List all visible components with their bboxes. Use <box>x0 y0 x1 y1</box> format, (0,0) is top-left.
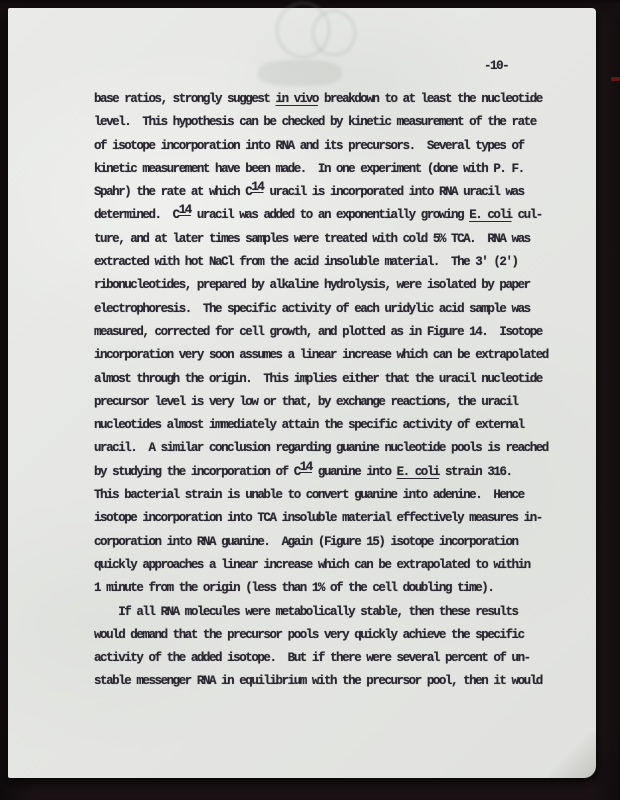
text-segment: by studying the incorporation of C <box>94 464 300 479</box>
text-line <box>94 391 548 414</box>
document-page <box>8 8 596 778</box>
text-segment: If all RNA molecules were metabolically stable, then these results <box>94 604 518 619</box>
underlined-phrase: in vivo <box>275 92 318 106</box>
text-segment: uracil is incorporated into RNA uracil was <box>263 185 524 200</box>
text-line <box>94 531 548 554</box>
text-segment: This bacterial strain is unable to convert guanine into adenine. Hence <box>94 488 524 503</box>
text-line <box>94 601 548 624</box>
underlined-phrase: E. coli <box>469 208 512 223</box>
text-segment: breakdown to at least the nucleotide <box>317 92 542 106</box>
superscript-isotope: 14 <box>299 459 312 474</box>
text-segment: ture, and at later times samples were treated with cold 5% TCA. RNA was <box>94 231 530 246</box>
text-segment: would demand that the precursor pools very quickly achieve the specific <box>94 627 524 642</box>
text-line <box>94 321 548 344</box>
text-segment: base ratios, strongly suggest <box>94 92 276 106</box>
text-line <box>94 158 548 181</box>
text-segment: electrophoresis. The specific activity of each uridylic acid sample was <box>94 301 530 316</box>
text-segment: Spahr) the rate at which C <box>94 185 252 200</box>
text-line <box>94 624 548 647</box>
text-segment: determined. C <box>94 208 179 223</box>
text-line <box>94 414 548 437</box>
text-line <box>94 251 548 274</box>
text-line <box>94 437 548 460</box>
text-line <box>94 344 548 367</box>
text-segment: quickly approaches a linear increase which can be extrapolated to within <box>94 557 530 572</box>
watermark-ring <box>312 10 356 56</box>
text-segment: stable messenger RNA in equilibrium with the precursor pool, then it would <box>94 674 542 689</box>
text-line <box>94 484 548 507</box>
text-segment: isotope incorporation into TCA insoluble material effectively measures in- <box>94 511 542 526</box>
text-line <box>94 181 548 204</box>
text-segment: strain 316. <box>438 464 512 479</box>
text-segment: kinetic measurement have been made. In one experiment (done with P. F. <box>94 161 524 176</box>
text-line <box>94 228 548 251</box>
text-segment: precursor level is very low or that, by exchange reactions, the uracil <box>94 394 518 409</box>
text-segment: ribonucleotides, prepared by alkaline hydrolysis, were isolated by paper <box>94 278 530 293</box>
text-line <box>94 274 548 297</box>
text-line <box>94 204 548 227</box>
text-line <box>94 577 548 600</box>
text-segment: cul- <box>511 208 542 223</box>
text-segment: almost through the origin. This implies either that the uracil nucleotide <box>94 371 542 386</box>
text-segment: nucleotides almost immediately attain the specific activity of external <box>94 418 524 433</box>
text-segment: incorporation very soon assumes a linear increase which can be extrapolated <box>94 348 548 363</box>
text-line <box>94 111 548 134</box>
text-line <box>94 135 548 158</box>
superscript-isotope: 14 <box>178 203 191 218</box>
text-line <box>94 368 548 391</box>
red-ink-mark <box>611 77 620 81</box>
text-line <box>94 554 548 577</box>
text-segment: measured, corrected for cell growth, and plotted as in Figure 14. Isotope <box>94 324 542 339</box>
text-segment: corporation into RNA guanine. Again (Figure 15) isotope incorporation <box>94 534 518 549</box>
text-segment: 1 minute from the origin (less than 1% of the cell doubling time). <box>94 581 494 596</box>
text-segment: extracted with hot NaCl from the acid insoluble material. The 3' (2') <box>94 255 518 270</box>
text-line <box>94 298 548 321</box>
text-line <box>94 88 548 111</box>
underlined-phrase: E. coli <box>396 464 439 479</box>
text-segment: level. This hypothesis can be checked by kinetic measurement of the rate <box>94 115 536 130</box>
text-segment: activity of the added isotope. But if there were several percent of un- <box>94 651 530 666</box>
text-segment: guanine into <box>311 464 397 479</box>
text-segment: uracil was added to an exponentially growing <box>190 208 470 223</box>
superscript-isotope: 14 <box>251 180 264 195</box>
typewritten-text <box>94 88 548 694</box>
text-line <box>94 461 548 484</box>
text-segment: of isotope incorporation into RNA and its precursors. Several types of <box>94 138 524 153</box>
page-number: -10- <box>484 59 509 73</box>
text-line <box>94 670 548 693</box>
text-line <box>94 507 548 530</box>
text-segment: uracil. A similar conclusion regarding guanine nucleotide pools is reached <box>94 441 548 456</box>
watermark-blob <box>258 60 342 86</box>
text-line <box>94 647 548 670</box>
